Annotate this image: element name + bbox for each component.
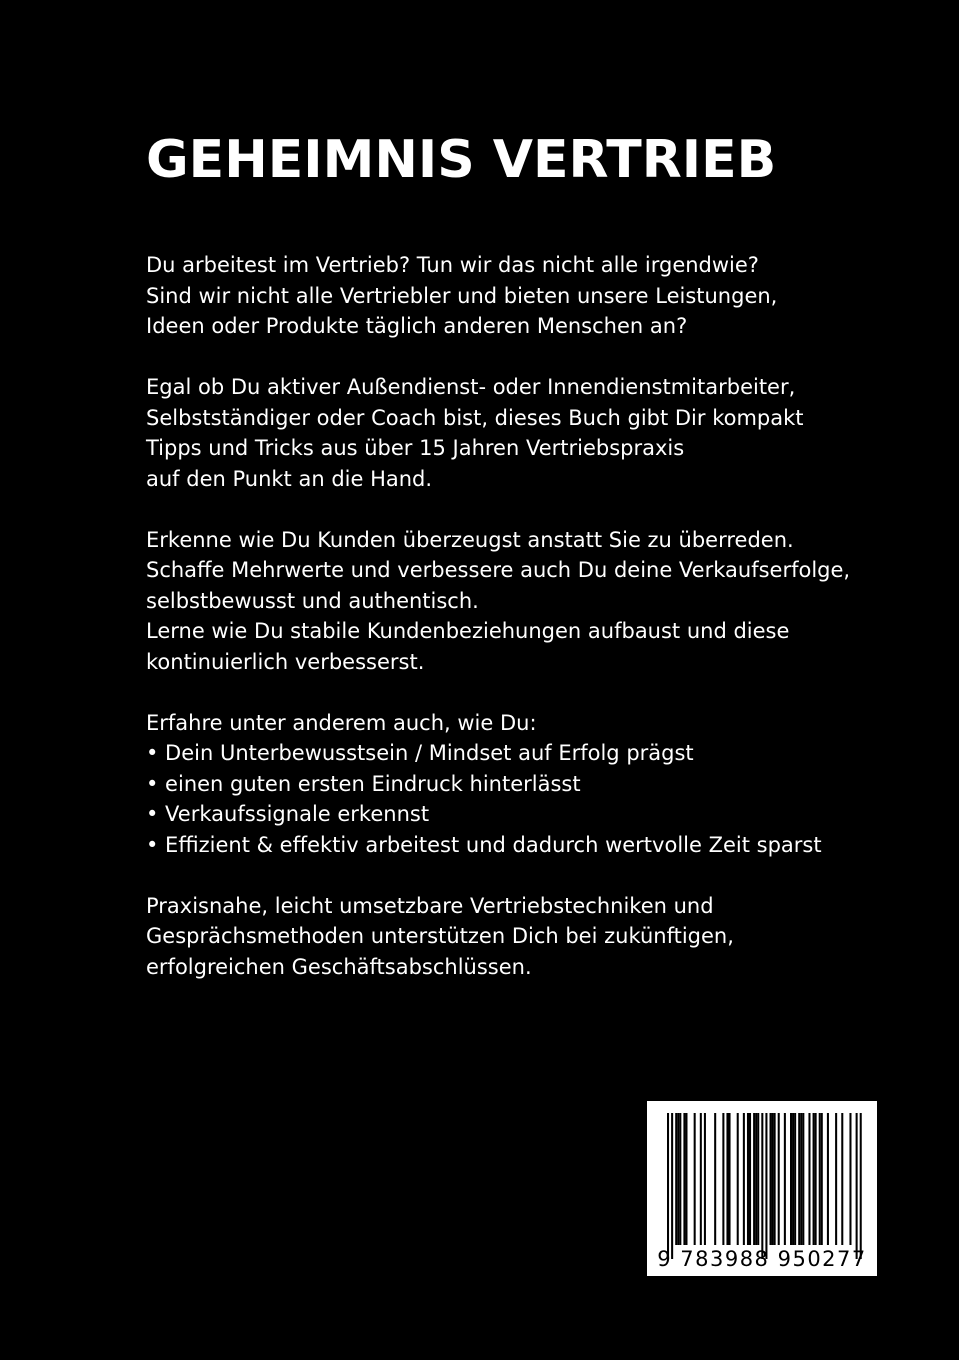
text-line: Selbstständiger oder Coach bist, dieses Buch gibt Dir kompakt	[146, 405, 804, 430]
barcode-bar	[841, 1113, 843, 1245]
barcode-bar	[671, 1113, 673, 1259]
isbn-number: 9 783988 950277	[657, 1247, 867, 1271]
barcode-bar	[749, 1113, 751, 1245]
text-line: Tipps und Tricks aus über 15 Jahren Vertriebspraxis	[146, 436, 685, 460]
barcode-bar	[784, 1113, 786, 1245]
barcode-bar	[685, 1113, 687, 1245]
barcode-bar	[860, 1113, 862, 1259]
barcode-bar	[755, 1113, 757, 1245]
barcode-bar	[772, 1113, 774, 1245]
isbn-barcode	[647, 1101, 877, 1276]
barcode-bar	[675, 1113, 677, 1245]
paragraph-benefits	[146, 525, 906, 678]
paragraph-bullet-list	[146, 708, 906, 861]
barcode-bar	[737, 1113, 739, 1245]
barcode-bar	[856, 1113, 858, 1259]
text-line: erfolgreichen Geschäftsabschlüssen.	[146, 954, 532, 979]
list-item: • Effizient & effektiv arbeitest und dadurch wertvolle Zeit sparst	[146, 832, 822, 857]
barcode-bar	[798, 1113, 800, 1245]
barcode-bar	[815, 1113, 817, 1245]
barcode-bar	[770, 1113, 772, 1245]
paragraph-closing	[146, 891, 906, 983]
text-line: Lerne wie Du stabile Kundenbeziehungen aufbaust und diese	[146, 619, 790, 643]
list-heading: Erfahre unter anderem auch, wie Du:	[146, 710, 537, 735]
barcode-bar	[761, 1113, 763, 1259]
text-line: selbstbewusst und authentisch.	[146, 588, 479, 613]
barcode-bar	[757, 1113, 759, 1245]
list-item: • Dein Unterbewusstsein / Mindset auf Erfolg prägst	[146, 741, 694, 765]
barcode-bar	[667, 1113, 669, 1259]
list-item: • Verkaufssignale erkennst	[146, 802, 430, 826]
barcode-bar	[792, 1113, 794, 1245]
text-line: Ideen oder Produkte täglich anderen Menschen an?	[146, 314, 688, 338]
text-line: auf den Punkt an die Hand.	[146, 466, 433, 491]
barcode-bar	[827, 1113, 829, 1245]
barcode-bar	[714, 1113, 716, 1245]
barcode-bar	[694, 1113, 696, 1245]
text-line: Praxisnahe, leicht umsetzbare Vertriebstechniken und	[146, 893, 714, 918]
list-item: • einen guten ersten Eindruck hinterlässt	[146, 771, 581, 796]
text-line: Erkenne wie Du Kunden überzeugst anstatt Sie zu überreden.	[146, 527, 794, 552]
text-line: Sind wir nicht alle Vertriebler und bieten unsere Leistungen,	[146, 283, 778, 308]
barcode-bar	[765, 1113, 767, 1259]
barcode-bar	[800, 1113, 802, 1245]
barcode-bar	[679, 1113, 681, 1245]
barcode-bar	[819, 1113, 821, 1245]
paragraph-intro	[146, 250, 906, 342]
barcode-bar	[794, 1113, 796, 1245]
barcode-bar	[729, 1113, 731, 1245]
text-line: Egal ob Du aktiver Außendienst- oder Innendienstmitarbeiter,	[146, 375, 796, 399]
barcode-bar	[849, 1113, 851, 1245]
barcode-bar	[790, 1113, 792, 1245]
text-line: kontinuierlich verbesserst.	[146, 649, 425, 674]
barcode-bar	[677, 1113, 679, 1245]
barcode-bar	[747, 1113, 749, 1245]
barcode-bar	[704, 1113, 706, 1245]
text-line: Schaffe Mehrwerte und verbessere auch Du deine Verkaufserfolge,	[146, 558, 851, 582]
barcode-bar	[753, 1113, 755, 1245]
book-title: GEHEIMNIS VERTRIEB	[146, 130, 777, 190]
barcode-bar	[743, 1113, 745, 1245]
barcode-bar	[683, 1113, 685, 1245]
barcode-bar	[722, 1113, 724, 1245]
blurb	[146, 250, 906, 1013]
paragraph-audience	[146, 372, 906, 494]
barcode-bar	[700, 1113, 702, 1245]
text-line: Gesprächsmethoden unterstützen Dich bei zukünftigen,	[146, 924, 734, 948]
barcode-bar	[726, 1113, 728, 1245]
barcode-bar	[808, 1113, 810, 1245]
barcode-bar	[774, 1113, 776, 1245]
barcode-bar	[778, 1113, 780, 1245]
barcode-bar	[813, 1113, 815, 1245]
barcode-bar	[802, 1113, 804, 1245]
text-line: Du arbeitest im Vertrieb? Tun wir das nicht alle irgendwie?	[146, 253, 759, 277]
barcode-bar	[835, 1113, 837, 1245]
barcode-bar	[821, 1113, 823, 1245]
